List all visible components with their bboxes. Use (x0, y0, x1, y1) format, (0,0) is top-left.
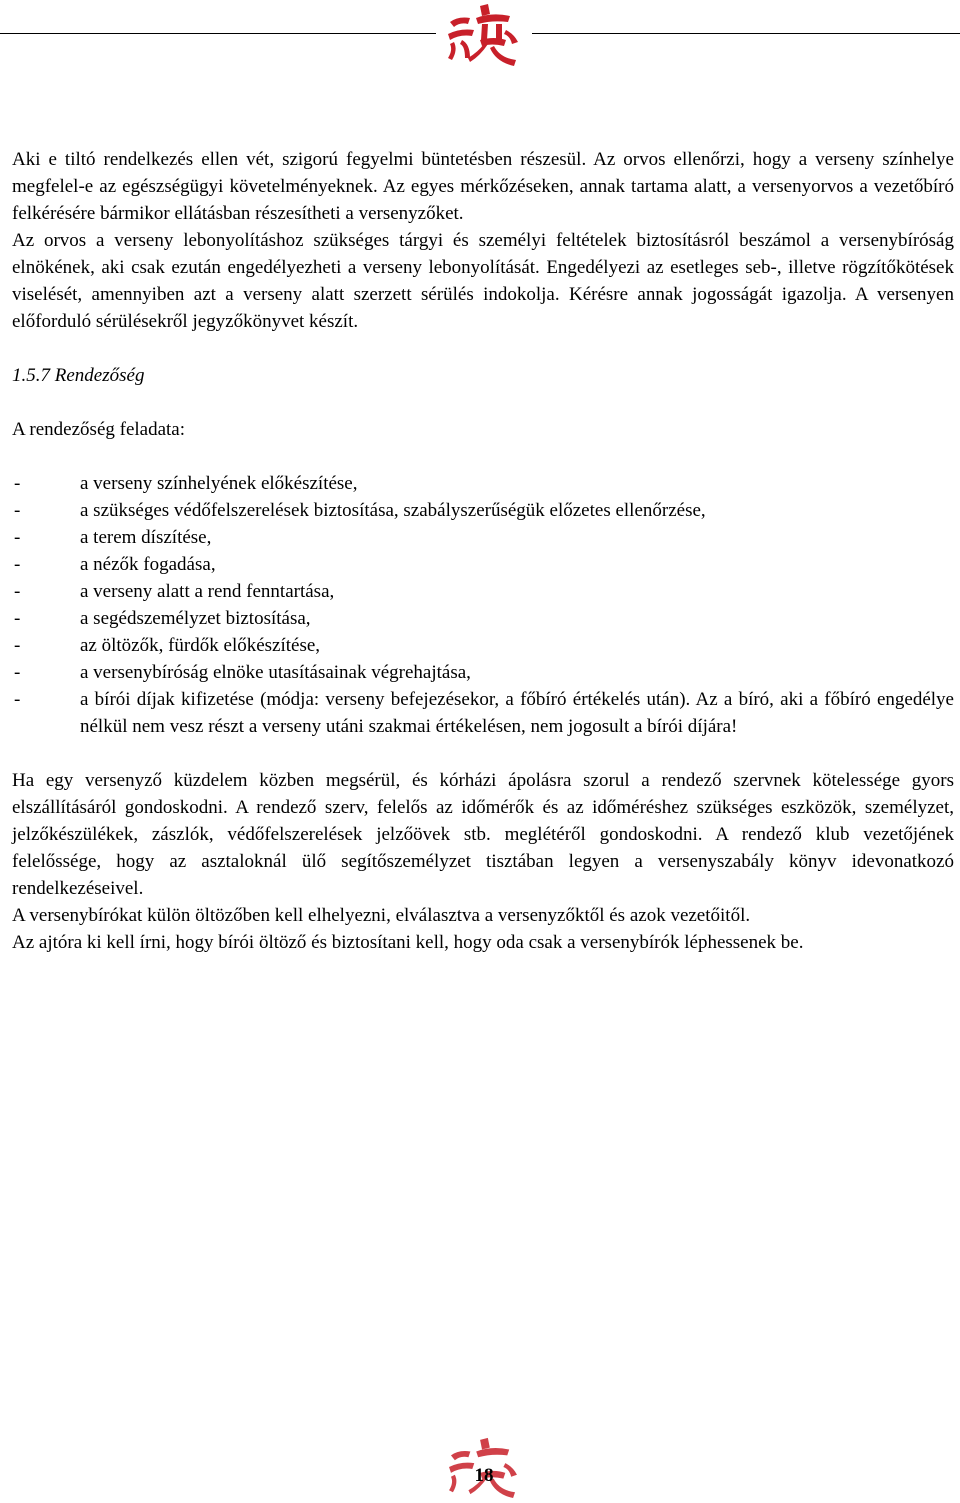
kanji-logo-icon (440, 0, 526, 68)
page-header (0, 0, 960, 70)
page-number: 18 (474, 1465, 494, 1486)
list-item: - a bírói díjak kifizetése (módja: verseny befejezésekor, a főbíró értékelés után). Az a bíró, aki a főbíró engedélye nélkül nem vesz részt a verseny utáni szakmai értékelésen, nem jogosult a bírói díjára! (14, 689, 954, 737)
section-intro: A rendezőség feladata: (12, 419, 186, 440)
list-item: - a szükséges védőfelszerelések biztosítása, szabályszerűségük előzetes ellenőrzése, (14, 500, 706, 521)
header-rule-left (0, 33, 436, 34)
list-item: - a verseny alatt a rend fenntartása, (14, 581, 335, 602)
section-title: 1.5.7 Rendezőség (12, 365, 145, 386)
header-rule-right (532, 33, 960, 34)
list-item: - a segédszemélyzet biztosítása, (14, 608, 311, 629)
list-item: - a verseny színhelyének előkészítése, (14, 473, 358, 494)
paragraph-doctor-report: Az orvos a verseny lebonyolításhoz szükséges tárgyi és személyi feltételek biztosításról beszámol a versenybíróság elnökének, aki csak ezután engedélyezheti a verseny lebonyolítását. Engedélyezi az esetleges seb-, illetve rögzítőkötések viselését, amennyiben azt a verseny alatt szerzett sérülés indokolja. Kérésre annak jogosságát igazolja. A versenyen előforduló sérülésekről jegyzőkönyvet készít. (12, 230, 954, 332)
organizer-duties-list (12, 470, 954, 740)
paragraph-referee-dressing-room: A versenybírókat külön öltözőben kell elhelyezni, elválasztva a versenyzőktől és azok vezetőitől. (12, 905, 751, 926)
list-item: - a versenybíróság elnöke utasításainak végrehajtása, (14, 662, 471, 683)
list-item: - az öltözők, fürdők előkészítése, (14, 635, 321, 656)
paragraph-door-sign: Az ajtóra ki kell írni, hogy bírói öltöző és biztosítani kell, hogy oda csak a versenybírók léphessenek be. (12, 932, 804, 953)
list-item: - a terem díszítése, (14, 527, 212, 548)
list-item: - a nézők fogadása, (14, 554, 216, 575)
paragraph-injury-transport: Ha egy versenyző küzdelem közben megsérül, és kórházi ápolásra szorul a rendező szervnek kötelessége gyors elszállításáról gondoskodni. A rendező szerv, felelős az időmérők és az időméréshez szükséges eszközök, személyzet, jelzőkészülékek, zászlók, védőfelszerelések jelzőövek stb. meglétéről gondoskodni. A rendező klub vezetőjének felelőssége, hogy az asztaloknál ülő segítőszemélyzet tisztában legyen a versenyszabály könyv idevonatkozó rendelkezéseivel. (12, 770, 954, 899)
document-body (12, 146, 954, 956)
paragraph-doctor-duties: Aki e tiltó rendelkezés ellen vét, szigorú fegyelmi büntetésben részesül. Az orvos ellenőrzi, hogy a verseny színhelye megfelel-e az egészségügyi követelményeknek. Az egyes mérkőzéseken, annak tartama alatt, a versenyorvos a vezetőbíró felkérésére bármikor ellátásban részesítheti a versenyzőket. (12, 149, 954, 224)
